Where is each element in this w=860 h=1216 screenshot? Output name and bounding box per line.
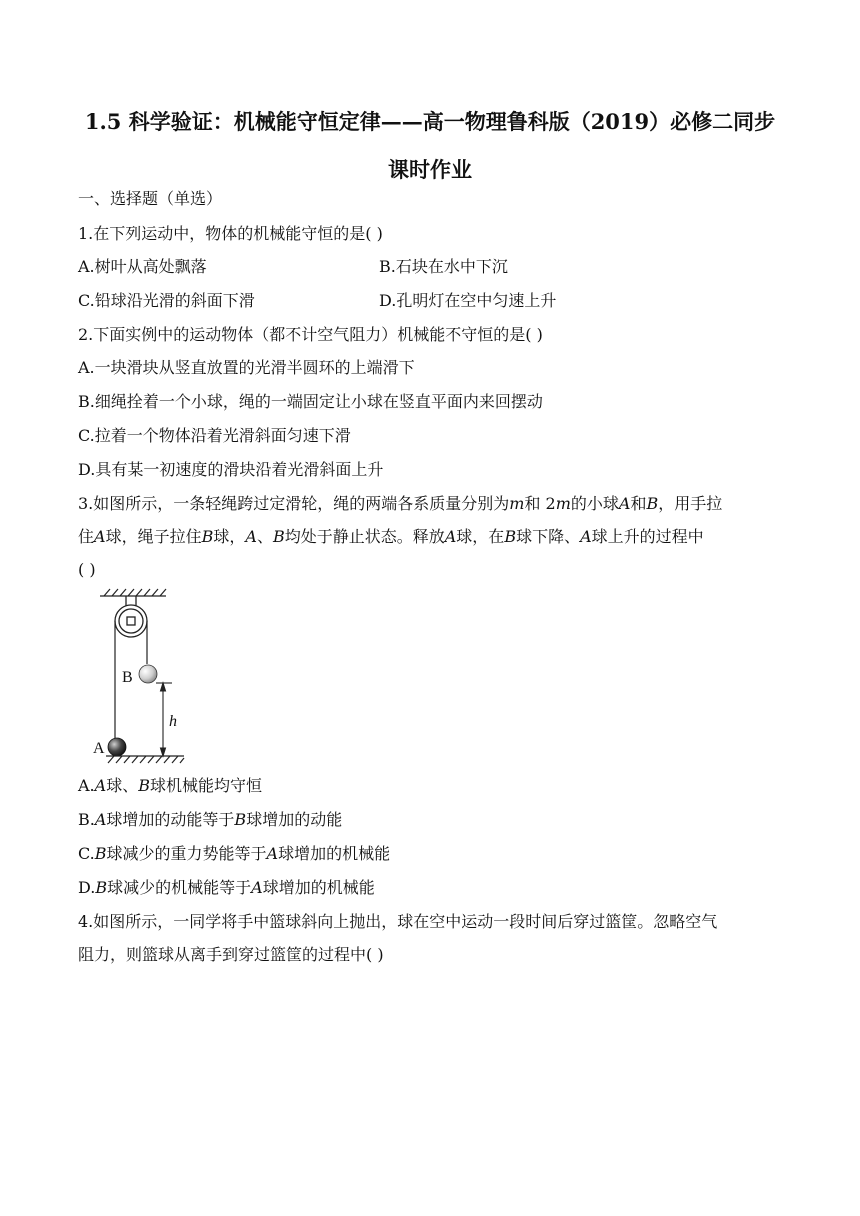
q3-option-b: B.A球增加的动能等于B球增加的动能 bbox=[78, 810, 343, 829]
q4-stem-line-2: 阻力，则篮球从离手到穿过篮筐的过程中( ) bbox=[78, 945, 384, 964]
title-line-2: 课时作业 bbox=[388, 157, 472, 182]
q1-option-b: B.石块在水中下沉 bbox=[379, 257, 508, 276]
ball-b bbox=[139, 665, 157, 683]
q3-answer-paren: ( ) bbox=[78, 560, 96, 579]
q3-option-a: A.A球、B球机械能均守恒 bbox=[78, 776, 262, 795]
q1-option-d: D.孔明灯在空中匀速上升 bbox=[379, 291, 557, 310]
ceiling bbox=[100, 589, 166, 596]
ball-a bbox=[108, 738, 126, 756]
label-b: B bbox=[122, 669, 133, 686]
q1-option-c: C.铅球沿光滑的斜面下滑 bbox=[78, 291, 255, 310]
section-heading: 一、选择题（单选） bbox=[78, 189, 223, 208]
label-a: A bbox=[93, 740, 105, 757]
q4-stem-line-1: 4.如图所示，一同学将手中篮球斜向上抛出，球在空中运动一段时间后穿过篮筐。忽略空气 bbox=[78, 912, 718, 931]
q2-stem: 2.下面实例中的运动物体（都不计空气阻力）机械能不守恒的是( ) bbox=[78, 325, 543, 344]
q1-option-a: A.树叶从高处飘落 bbox=[78, 257, 207, 276]
pulley-diagram bbox=[86, 582, 186, 764]
q2-option-c: C.拉着一个物体沿着光滑斜面匀速下滑 bbox=[78, 426, 351, 445]
q2-option-d: D.具有某一初速度的滑块沿着光滑斜面上升 bbox=[78, 460, 384, 479]
q3-stem-line-1: 3.如图所示，一条轻绳跨过定滑轮，绳的两端各系质量分别为m和 2m的小球A和B，用手拉 bbox=[78, 494, 723, 513]
q3-option-c: C.B球减少的重力势能等于A球增加的机械能 bbox=[78, 844, 391, 863]
title-line-1: 1.5 科学验证：机械能守恒定律——高一物理鲁科版（2019）必修二同步 bbox=[84, 109, 776, 134]
pulley bbox=[115, 596, 147, 637]
ground bbox=[106, 756, 184, 763]
q1-stem: 1.在下列运动中，物体的机械能守恒的是( ) bbox=[78, 224, 383, 243]
page-title bbox=[70, 98, 790, 194]
q3-option-d: D.B球减少的机械能等于A球增加的机械能 bbox=[78, 878, 375, 897]
q2-option-b: B.细绳拴着一个小球，绳的一端固定让小球在竖直平面内来回摆动 bbox=[78, 392, 543, 411]
label-h: h bbox=[169, 713, 177, 730]
q2-option-a: A.一块滑块从竖直放置的光滑半圆环的上端滑下 bbox=[78, 358, 415, 377]
q3-stem-line-2: 住A球，绳子拉住B球，A、B均处于静止状态。释放A球，在B球下降、A球上升的过程中 bbox=[78, 527, 704, 546]
